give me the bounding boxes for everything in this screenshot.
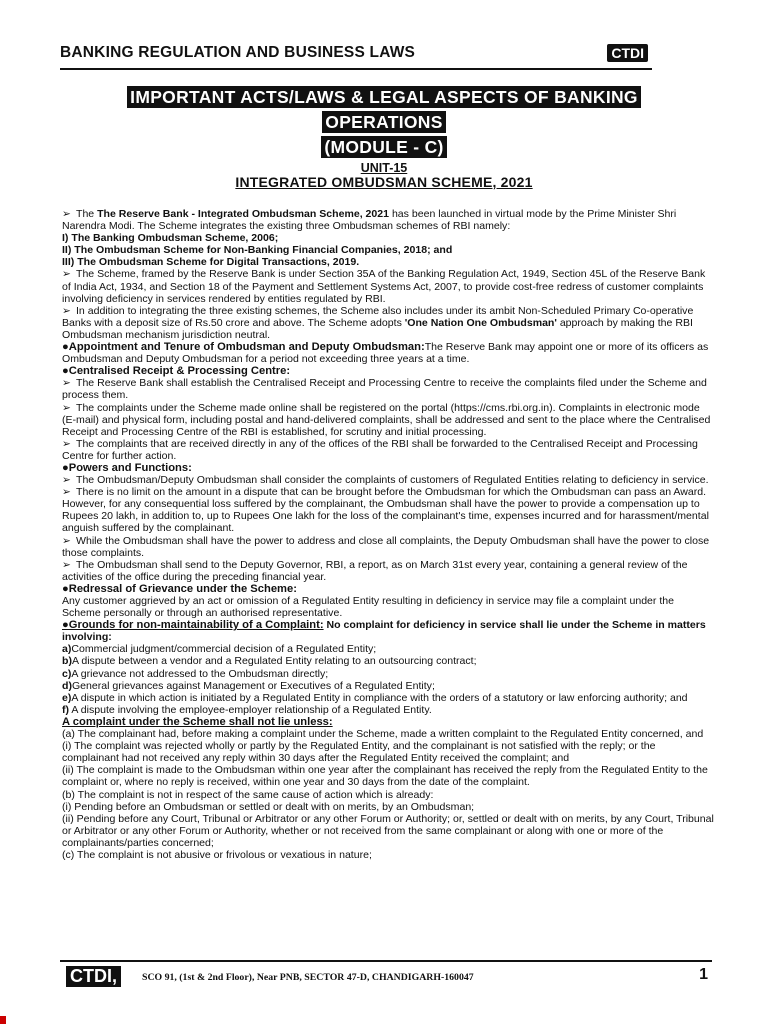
- centralised-paragraph-3: ➢ The complaints that are received directly in any of the offices of the RBI shall be forwarded to the Centralised Receipt and Processing Centre for further action.: [62, 437, 698, 462]
- scheme-item-iii: III) The Ombudsman Scheme for Digital Transactions, 2019.: [62, 256, 360, 269]
- arrow-bullet-icon: ➢: [62, 268, 71, 281]
- powers-paragraph-1: ➢ The Ombudsman/Deputy Ombudsman shall consider the complaints of customers of Regulated Entities relating to deficiency in service.: [62, 474, 709, 487]
- arrow-bullet-icon: ➢: [62, 486, 71, 499]
- unit-label: UNIT-15: [360, 161, 408, 175]
- list-item: a)Commercial judgment/commercial decision of a Regulated Entity;: [62, 643, 377, 656]
- list-item: c)A grievance not addressed to the Ombudsman directly;: [62, 667, 329, 680]
- scheme-item-ii: II) The Ombudsman Scheme for Non-Banking Financial Companies, 2018; and: [62, 244, 453, 257]
- not-lie-a-ii: (ii) The complaint is made to the Ombudsman within one year after the complainant has received the reply from the Regulated Entity to the complaint or, where no reply is received, within one year and 30 days from the date of the complaint.: [62, 764, 708, 789]
- banner-line-1: IMPORTANT ACTS/LAWS & LEGAL ASPECTS OF BANKING: [0, 87, 768, 108]
- banner-line-2: OPERATIONS: [0, 112, 768, 133]
- arrow-bullet-icon: ➢: [62, 377, 71, 390]
- not-lie-a-i: (i) The complaint was rejected wholly or partly by the Regulated Entity, and the complainant is not satisfied with the reply; or the complainant had not received any reply within 30 days after the Regulated Entity received the complaint; and: [62, 740, 656, 765]
- footer-address: SCO 91, (1st & 2nd Floor), Near PNB, SECTOR 47-D, CHANDIGARH-160047: [142, 972, 474, 983]
- intro-paragraph-2: ➢ The Scheme, framed by the Reserve Bank is under Section 35A of the Banking Regulation Act, 1949, Section 45L of the Reserve Bank of India Act, 1934, and Section 18 of the Payment and Settlement Systems Act, 2007, to provide cost-free redress of customer complaints involving deficiency in services rendered by entities regulated by RBI.: [62, 268, 706, 305]
- page-footer: [60, 966, 712, 988]
- centralised-paragraph-1: ➢ The Reserve Bank shall establish the Centralised Receipt and Processing Centre to receive the complaints filed under the Scheme and process them.: [62, 377, 707, 402]
- header-title: BANKING REGULATION AND BUSINESS LAWS: [60, 44, 416, 61]
- intro-paragraph-3: ➢ In addition to integrating the three existing schemes, the Scheme also includes under its ambit Non-Scheduled Primary Co-operative Banks with a deposit size of Rs.50 crore and above. The Scheme adopts 'One Nation One Ombudsman' approach by making the RBI Ombudsman mechanism jurisdiction neutral.: [62, 304, 694, 341]
- grounds-list: [62, 643, 714, 716]
- scheme-title: INTEGRATED OMBUDSMAN SCHEME, 2021: [235, 174, 533, 190]
- arrow-bullet-icon: ➢: [62, 534, 71, 547]
- redressal-heading: ●Redressal of Grievance under the Scheme:: [62, 582, 297, 595]
- powers-heading: ●Powers and Functions:: [62, 461, 192, 474]
- document-body: [62, 208, 714, 861]
- footer-logo: CTDI,: [66, 966, 121, 987]
- powers-paragraph-2: ➢ There is no limit on the amount in a dispute that can be brought before the Ombudsman for which the Ombudsman can pass an Award. However, for any consequential loss suffered by the complainant, the Ombudsman shall have the power to provide a compensation up to Rupees 20 lakh, in addition to, up to Rupees One lakh for the loss of the complainant's time, expenses incurred and for harassment/mental anguish suffered by the complainant.: [62, 486, 709, 535]
- not-lie-b-i: (i) Pending before an Ombudsman or settled or dealt with on merits, by an Ombudsman;: [62, 800, 475, 813]
- scheme-item-i: I) The Banking Ombudsman Scheme, 2006;: [62, 232, 279, 245]
- arrow-bullet-icon: ➢: [62, 208, 71, 220]
- not-lie-b-ii: (ii) Pending before any Court, Tribunal or Arbitrator or any other Forum or Authority; or, settled or dealt with on merits, by any Court, Tribunal or Arbitrator or any other Forum or Authority, whether or not received from the same complainant or along with one or more of the complainants/parties concerned;: [62, 812, 714, 849]
- intro-paragraph-1: ➢ The The Reserve Bank - Integrated Ombudsman Scheme, 2021 has been launched in virtual mode by the Prime Minister Shri Narendra Modi. The Scheme integrates the existing three Ombudsman schemes of RBI namely:: [62, 208, 677, 233]
- page-number: 1: [699, 966, 708, 983]
- redressal-text: Any customer aggrieved by an act or omission of a Regulated Entity resulting in deficiency in service may file a complaint under the Scheme personally or through an authorised representative.: [62, 595, 675, 620]
- banner-line-3: (MODULE - C): [0, 137, 768, 158]
- appointment-section: ●Appointment and Tenure of Ombudsman and Deputy Ombudsman:The Reserve Bank may appoint one or more of its officers as Ombudsman and Deputy Ombudsman for a period not exceeding three years at a time.: [62, 341, 709, 366]
- arrow-bullet-icon: ➢: [62, 474, 71, 487]
- list-item: b)A dispute between a vendor and a Regulated Entity relating to an outsourcing contract;: [62, 655, 477, 668]
- centralised-heading: ●Centralised Receipt & Processing Centre:: [62, 365, 291, 378]
- centralised-paragraph-2: ➢ The complaints under the Scheme made online shall be registered on the portal (https://cms.rbi.org.in). Complaints in electronic mode (E-mail) and physical form, including postal and hand-delivered complaints, shall be addressed and sent to the place where the Centralised Receipt and Processing Centre of the RBI is established, for scrutiny and initial processing.: [62, 401, 711, 438]
- arrow-bullet-icon: ➢: [62, 304, 71, 317]
- list-item: e)A dispute in which action is initiated by a Regulated Entity in compliance with the orders of a statutory or law enforcing authority; and: [62, 691, 688, 704]
- grounds-section: ●Grounds for non-maintainability of a Complaint: No complaint for deficiency in service shall lie under the Scheme in matters involving:: [62, 619, 706, 644]
- appointment-heading: ●Appointment and Tenure of Ombudsman and Deputy Ombudsman:: [62, 341, 425, 354]
- arrow-bullet-icon: ➢: [62, 401, 71, 414]
- powers-paragraph-3: ➢ While the Ombudsman shall have the power to address and close all complaints, the Deputy Ombudsman shall have the power to close those complaints.: [62, 534, 710, 559]
- list-item: f) A dispute involving the employee-employer relationship of a Regulated Entity.: [62, 703, 432, 716]
- powers-paragraph-4: ➢ The Ombudsman shall send to the Deputy Governor, RBI, a report, as on March 31st every year, containing a general review of the activities of the office during the preceding financial year.: [62, 558, 688, 583]
- footer-divider: [60, 960, 712, 962]
- header-divider: [60, 68, 652, 70]
- not-lie-a: (a) The complainant had, before making a complaint under the Scheme, made a written complaint to the Regulated Entity concerned, and: [62, 728, 704, 741]
- arrow-bullet-icon: ➢: [62, 437, 71, 450]
- grounds-heading: ●Grounds for non-maintainability of a Complaint:: [62, 619, 324, 632]
- not-lie-c: (c) The complaint is not abusive or frivolous or vexatious in nature;: [62, 848, 372, 861]
- list-item: d)General grievances against Management or Executives of a Regulated Entity;: [62, 679, 435, 692]
- arrow-bullet-icon: ➢: [62, 558, 71, 571]
- page-header: [60, 42, 650, 68]
- corner-mark: [0, 1016, 6, 1024]
- not-lie-b: (b) The complaint is not in respect of the same cause of action which is already:: [62, 788, 434, 801]
- header-logo: CTDI: [607, 44, 648, 62]
- not-lie-heading: A complaint under the Scheme shall not lie unless:: [62, 715, 333, 728]
